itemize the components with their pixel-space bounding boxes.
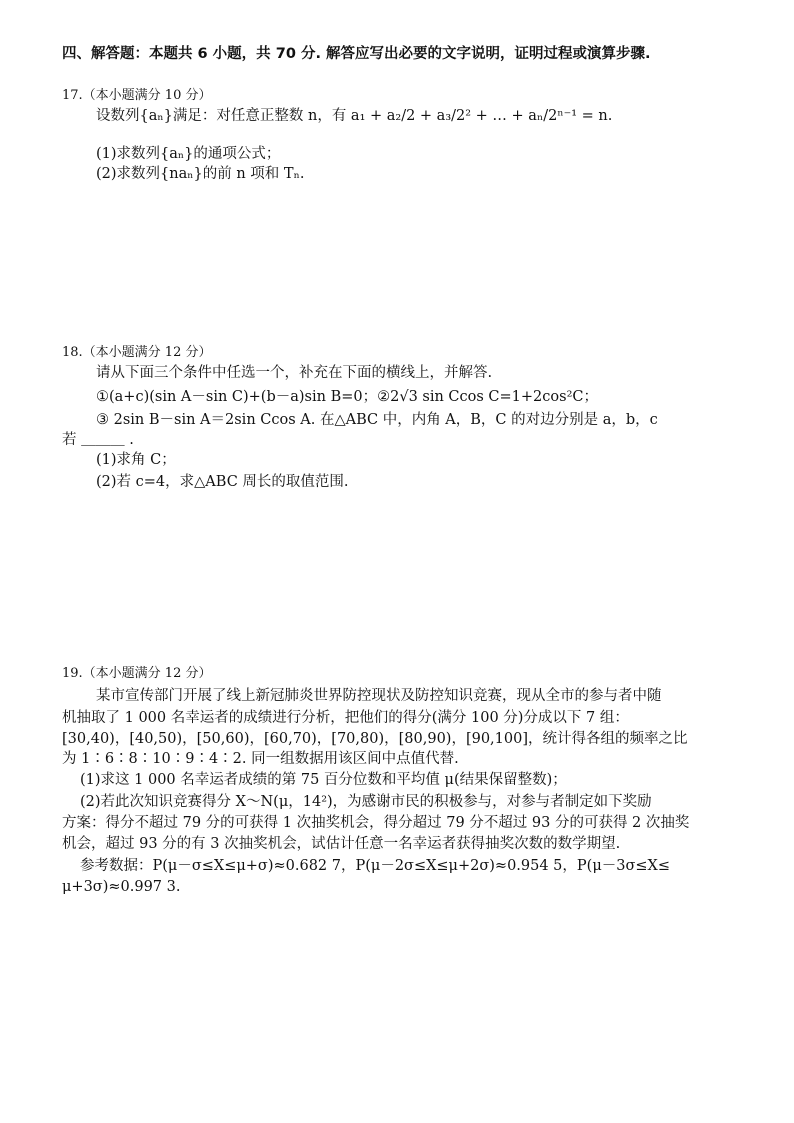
q17-title: 17.（本小题满分 10 分） [62, 88, 212, 103]
q19-title: 19.（本小题满分 12 分） [62, 666, 212, 681]
q18-conditions-1-2: ①(a+c)(sin A－sin C)+(b－a)sin B=0；②2√3 sin Ccos C=1+2cos²C； [96, 389, 598, 405]
q18-blank-line: 若 ＿＿＿ . [62, 432, 134, 448]
q17-part1: (1)求数列{aₙ}的通项公式； [96, 146, 281, 162]
q17-stem: 设数列{aₙ}满足：对任意正整数 n，有 a₁ + a₂/2 + a₃/2² + … + aₙ/2ⁿ⁻¹ = n. [96, 108, 613, 124]
q18-title: 18.（本小题满分 12 分） [62, 345, 212, 360]
q18-part2: (2)若 c=4，求△ABC 周长的取值范围. [96, 474, 349, 490]
q18-part1: (1)求角 C； [96, 452, 176, 468]
q19-para-line2: 机抽取了 1 000 名幸运者的成绩进行分析，把他们的得分(满分 100 分)分成以下 7 组： [62, 710, 629, 726]
q19-part1: (1)求这 1 000 名幸运者成绩的第 75 百分位数和平均值 μ(结果保留整数)； [80, 772, 567, 788]
q19-reference-data-line2: μ+3σ)≈0.997 3. [62, 879, 181, 895]
q19-para-line3: [30,40)，[40,50)，[50,60)，[60,70)，[70,80)，[80,90)，[90,100]，统计得各组的频率之比 [62, 731, 688, 747]
q18-condition-3: ③ 2sin B－sin A＝2sin Ccos A. 在△ABC 中，内角 A，B，C 的对边分别是 a，b，c [96, 412, 658, 428]
q19-part2-line2: 方案：得分不超过 79 分的可获得 1 次抽奖机会，得分超过 79 分不超过 93 分的可获得 2 次抽奖 [62, 815, 690, 831]
q19-para-line4: 为 1∶6∶8∶10∶9∶4∶2. 同一组数据用该区间中点值代替. [62, 751, 459, 767]
q19-part2-line1: (2)若此次知识竞赛得分 X～N(μ，14²)，为感谢市民的积极参与，对参与者制定如下奖励 [80, 794, 652, 810]
q19-part2-line3: 机会，超过 93 分的有 3 次抽奖机会，试估计任意一名幸运者获得抽奖次数的数学期望. [62, 836, 621, 852]
q19-para-line1: 某市宣传部门开展了线上新冠肺炎世界防控现状及防控知识竞赛，现从全市的参与者中随 [96, 688, 662, 704]
section-header: 四、解答题：本题共 6 小题，共 70 分. 解答应写出必要的文字说明，证明过程或演算步骤. [62, 46, 651, 62]
q18-intro: 请从下面三个条件中任选一个，补充在下面的横线上，并解答. [96, 365, 493, 381]
q17-part2: (2)求数列{naₙ}的前 n 项和 Tₙ. [96, 166, 305, 182]
q19-reference-data-line1: 参考数据：P(μ－σ≤X≤μ+σ)≈0.682 7，P(μ－2σ≤X≤μ+2σ)≈0.954 5，P(μ－3σ≤X≤ [80, 858, 670, 874]
